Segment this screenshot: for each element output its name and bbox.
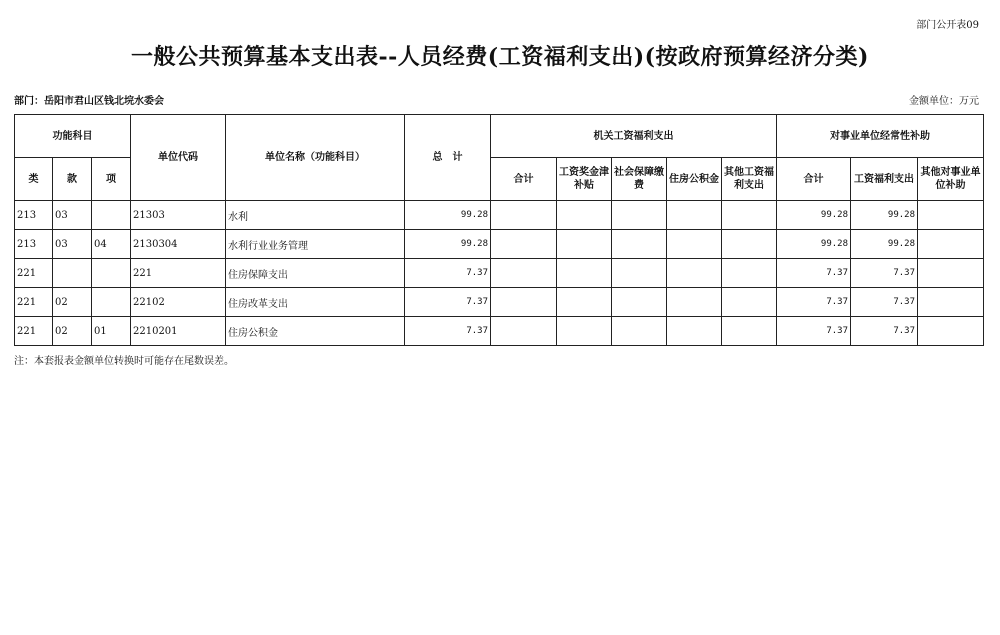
cell-agency-total [491, 259, 557, 288]
cell-agency-other [722, 259, 777, 288]
cell-inst-other [918, 259, 984, 288]
cell-agency-other [722, 201, 777, 230]
table-row [15, 230, 984, 259]
page-title: 一般公共预算基本支出表--人员经费(工资福利支出)(按政府预算经济分类) [131, 44, 869, 70]
cell-unit-name: 住房公积金 [226, 317, 405, 346]
header-inst-total: 合计 [777, 158, 851, 201]
cell-total: 7.37 [405, 288, 491, 317]
header-agency-group: 机关工资福利支出 [491, 115, 777, 158]
cell-agency-total [491, 230, 557, 259]
cell-agency-social [612, 317, 667, 346]
cell-unit-code: 22102 [131, 288, 226, 317]
header-xiang: 项 [92, 158, 131, 201]
cell-agency-total [491, 317, 557, 346]
cell-unit-code: 2210201 [131, 317, 226, 346]
cell-agency-salary [557, 230, 612, 259]
cell-agency-other [722, 288, 777, 317]
cell-agency-salary [557, 259, 612, 288]
budget-table [14, 114, 984, 346]
cell-kuan: 02 [53, 288, 92, 317]
header-total: 总 计 [405, 115, 491, 201]
header-unit-code: 单位代码 [131, 115, 226, 201]
cell-total: 99.28 [405, 230, 491, 259]
footnote: 注：本套报表金额单位转换时可能存在尾数误差。 [14, 356, 234, 367]
table-row [15, 317, 984, 346]
cell-agency-social [612, 230, 667, 259]
cell-inst-other [918, 288, 984, 317]
cell-agency-total [491, 288, 557, 317]
header-agency-total: 合计 [491, 158, 557, 201]
cell-xiang [92, 288, 131, 317]
cell-inst-total: 99.28 [777, 201, 851, 230]
cell-agency-social [612, 201, 667, 230]
cell-agency-housing [667, 317, 722, 346]
cell-lei: 213 [15, 230, 53, 259]
form-number: 部门公开表09 [916, 20, 979, 31]
cell-xiang [92, 259, 131, 288]
cell-inst-other [918, 230, 984, 259]
cell-inst-salary: 99.28 [851, 230, 918, 259]
header-inst-salary: 工资福利支出 [851, 158, 918, 201]
cell-xiang: 01 [92, 317, 131, 346]
cell-inst-salary: 7.37 [851, 288, 918, 317]
cell-agency-housing [667, 259, 722, 288]
header-agency-other: 其他工资福利支出 [722, 158, 777, 201]
cell-unit-code: 221 [131, 259, 226, 288]
cell-total: 99.28 [405, 201, 491, 230]
cell-xiang [92, 201, 131, 230]
cell-agency-housing [667, 288, 722, 317]
cell-lei: 213 [15, 201, 53, 230]
cell-agency-total [491, 201, 557, 230]
cell-inst-total: 7.37 [777, 259, 851, 288]
cell-inst-other [918, 317, 984, 346]
cell-unit-name: 水利 [226, 201, 405, 230]
cell-agency-housing [667, 201, 722, 230]
cell-inst-total: 7.37 [777, 288, 851, 317]
cell-inst-salary: 7.37 [851, 317, 918, 346]
cell-unit-name: 水利行业业务管理 [226, 230, 405, 259]
cell-kuan: 03 [53, 230, 92, 259]
cell-agency-social [612, 259, 667, 288]
cell-inst-total: 7.37 [777, 317, 851, 346]
cell-lei: 221 [15, 288, 53, 317]
cell-kuan [53, 259, 92, 288]
table-row [15, 259, 984, 288]
cell-agency-salary [557, 288, 612, 317]
header-agency-salary: 工资奖金津补贴 [557, 158, 612, 201]
header-agency-housing: 住房公积金 [667, 158, 722, 201]
cell-lei: 221 [15, 259, 53, 288]
cell-total: 7.37 [405, 259, 491, 288]
header-func-subject: 功能科目 [15, 115, 131, 158]
cell-kuan: 02 [53, 317, 92, 346]
cell-unit-name: 住房保障支出 [226, 259, 405, 288]
cell-agency-other [722, 317, 777, 346]
cell-agency-social [612, 288, 667, 317]
department-label: 部门：岳阳市君山区钱北垸水委会 [14, 96, 164, 107]
cell-kuan: 03 [53, 201, 92, 230]
cell-inst-total: 99.28 [777, 230, 851, 259]
amount-unit-label: 金额单位：万元 [909, 96, 979, 107]
header-kuan: 款 [53, 158, 92, 201]
table-row [15, 201, 984, 230]
header-agency-social: 社会保障缴费 [612, 158, 667, 201]
cell-agency-other [722, 230, 777, 259]
cell-unit-code: 2130304 [131, 230, 226, 259]
cell-inst-salary: 7.37 [851, 259, 918, 288]
cell-agency-housing [667, 230, 722, 259]
header-institution-group: 对事业单位经常性补助 [777, 115, 984, 158]
cell-agency-salary [557, 201, 612, 230]
cell-xiang: 04 [92, 230, 131, 259]
header-lei: 类 [15, 158, 53, 201]
cell-inst-other [918, 201, 984, 230]
table-row [15, 288, 984, 317]
cell-unit-code: 21303 [131, 201, 226, 230]
cell-unit-name: 住房改革支出 [226, 288, 405, 317]
header-unit-name: 单位名称（功能科目） [226, 115, 405, 201]
header-inst-other: 其他对事业单位补助 [918, 158, 984, 201]
cell-inst-salary: 99.28 [851, 201, 918, 230]
cell-total: 7.37 [405, 317, 491, 346]
cell-agency-salary [557, 317, 612, 346]
cell-lei: 221 [15, 317, 53, 346]
